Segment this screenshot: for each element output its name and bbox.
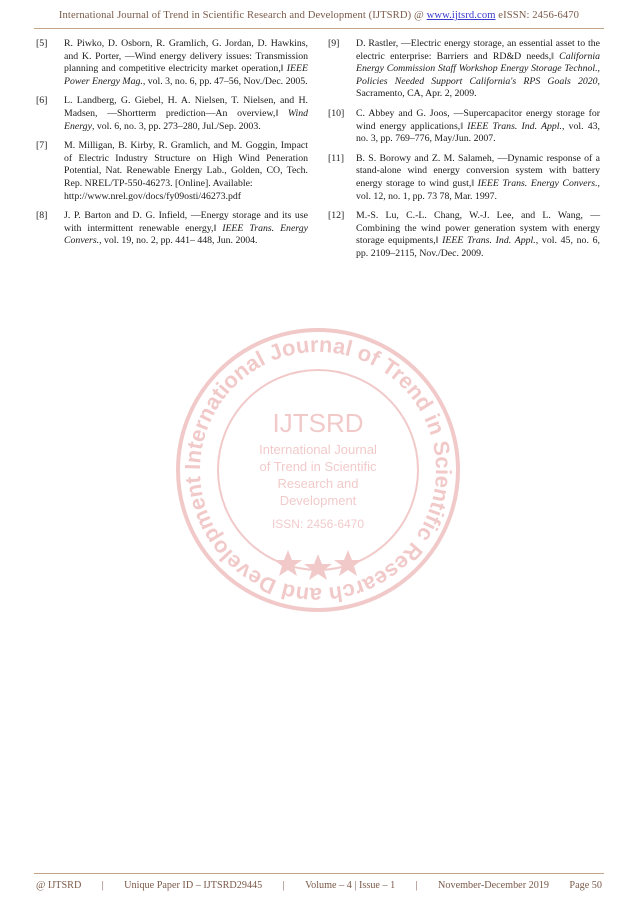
running-header — [0, 10, 638, 21]
footer-date: November-December 2019 — [438, 880, 550, 891]
footer-paper-id: Unique Paper ID – IJTSRD29445 — [124, 880, 263, 891]
header-issn: eISSN: 2456-6470 — [495, 10, 580, 21]
running-footer — [36, 880, 602, 891]
reference-text — [64, 210, 308, 248]
reference-details: , vol. 6, no. 3, pp. 273–280, Jul./Sep. 2003. — [91, 120, 261, 132]
reference-authors-title: M.-S. Lu, C.-L. Chang, W.-J. Lee, and L. Wang, —Combining the wind power generation system with energy storage equipments,‖ — [356, 210, 600, 247]
reference-text — [64, 140, 308, 203]
references-left-column — [36, 38, 308, 255]
reference-venue: IEEE Trans. Ind. Appl. — [467, 120, 562, 132]
ijtsrd-seal-watermark — [168, 320, 468, 620]
header-journal-text: International Journal of Trend in Scientific Research and Development (IJTSRD) @ — [58, 10, 427, 21]
seal-line: International Journal — [259, 442, 377, 457]
reference-authors-title: B. S. Borowy and Z. M. Salameh, —Dynamic response of a stand-alone wind energy conversion system with battery energy storage to wind gust,‖ — [356, 152, 600, 189]
reference-item — [328, 108, 600, 146]
reference-authors-title: D. Rastler, —Electric energy storage, an essential asset to the electric enterprise: Barriers and RD&D needs,‖ — [356, 38, 600, 62]
reference-url[interactable]: http://www.nrel.gov/docs/fy09osti/46273.pdf — [64, 190, 242, 202]
reference-authors-title: R. Piwko, D. Osborn, R. Gramlich, G. Jordan, D. Hawkins, and K. Porter, —Wind energy delivery issues: Transmission planning and competitive electricity market operation,‖ — [64, 38, 308, 75]
reference-authors-title: L. Landberg, G. Giebel, H. A. Nielsen, T. Nielsen, and H. Madsen, —Shortterm prediction—An overview,‖ — [64, 95, 308, 119]
reference-details: , vol. 45, no. 6, pp. 2109–2115, Nov./Dec. 2009. — [356, 235, 600, 259]
header-divider — [34, 28, 604, 29]
footer-separator: | — [282, 880, 285, 891]
reference-number: [11] — [328, 152, 344, 164]
reference-text — [356, 153, 600, 203]
reference-item — [36, 210, 308, 248]
star-icon — [334, 550, 362, 576]
reference-number: [8] — [36, 210, 48, 222]
reference-details: , vol. 19, no. 2, pp. 441– 448, Jun. 2004. — [99, 235, 258, 247]
reference-authors-title: J. P. Barton and D. G. Infield, —Energy storage and its use with intermittent renewable energy,‖ — [64, 210, 308, 234]
footer-separator: | — [415, 880, 418, 891]
reference-details: , vol. 43, no. 3, pp. 769–776, May/Jun. 2007. — [356, 120, 600, 145]
star-icon — [274, 550, 302, 576]
seal-stars — [274, 550, 362, 580]
footer-journal: @ IJTSRD — [36, 880, 82, 891]
reference-authors-title: M. Milligan, B. Kirby, R. Gramlich, and M. Goggin, Impact of Electric Industry Structure on High Wind Peneration Potential, Nat. Renewable Energy Lab., Golden, CO, Tech. Rep. NREL/TP-550-46273. [Online]. Available: — [64, 140, 308, 189]
reference-item — [328, 38, 600, 101]
reference-authors-title: C. Abbey and G. Joos, —Supercapacitor energy storage for wind energy applications,‖ — [356, 107, 600, 132]
seal-title: IJTSRD — [272, 408, 364, 438]
reference-text — [64, 95, 308, 133]
reference-item — [36, 140, 308, 203]
reference-details: , vol. 3, no. 6, pp. 47–56, Nov./Dec. 2005. — [142, 75, 308, 87]
seal-line: Development — [279, 493, 357, 508]
reference-number: [5] — [36, 38, 48, 49]
reference-number: [6] — [36, 95, 48, 107]
reference-details: , Sacramento, CA, Apr. 2, 2009. — [356, 75, 600, 100]
reference-item — [36, 38, 308, 88]
star-icon — [304, 554, 332, 580]
reference-venue: IEEE Power Energy Mag. — [64, 63, 308, 87]
seal-line: of Trend in Scientific — [259, 459, 377, 474]
reference-number: [9] — [328, 38, 340, 49]
footer-volume-issue: Volume – 4 | Issue – 1 — [305, 880, 396, 891]
reference-details: , vol. 12, no. 1, pp. 73 78, Mar. 1997. — [356, 177, 600, 202]
reference-text — [356, 210, 600, 260]
reference-venue: Wind Energy — [64, 107, 308, 132]
reference-text — [356, 38, 600, 101]
reference-venue: IEEE Trans. Energy Convers. — [64, 222, 308, 247]
footer-separator: | — [101, 880, 104, 891]
reference-number: [12] — [328, 210, 345, 222]
references-right-column — [328, 38, 600, 268]
reference-text — [64, 38, 308, 88]
reference-item — [36, 95, 308, 133]
seal-ring-text: International Journal of Trend in Scientific Research and Development — [179, 331, 457, 609]
reference-number: [10] — [328, 107, 345, 119]
reference-text — [356, 108, 600, 146]
seal-issn: ISSN: 2456-6470 — [271, 517, 365, 531]
reference-item — [328, 210, 600, 260]
reference-venue: California Energy Commission Staff Workshop Energy Storage Technol., Policies Needed Support California's RPS Goals 2020 — [356, 50, 600, 87]
header-website-link[interactable]: www.ijtsrd.com — [426, 10, 496, 21]
footer-divider — [34, 873, 604, 874]
reference-item — [328, 153, 600, 203]
reference-venue: IEEE Trans. Energy Convers. — [477, 177, 598, 189]
reference-venue: IEEE Trans. Ind. Appl. — [442, 235, 536, 247]
footer-page-number: Page 50 — [569, 880, 602, 891]
reference-number: [7] — [36, 140, 48, 152]
seal-line: Research and — [277, 476, 359, 491]
